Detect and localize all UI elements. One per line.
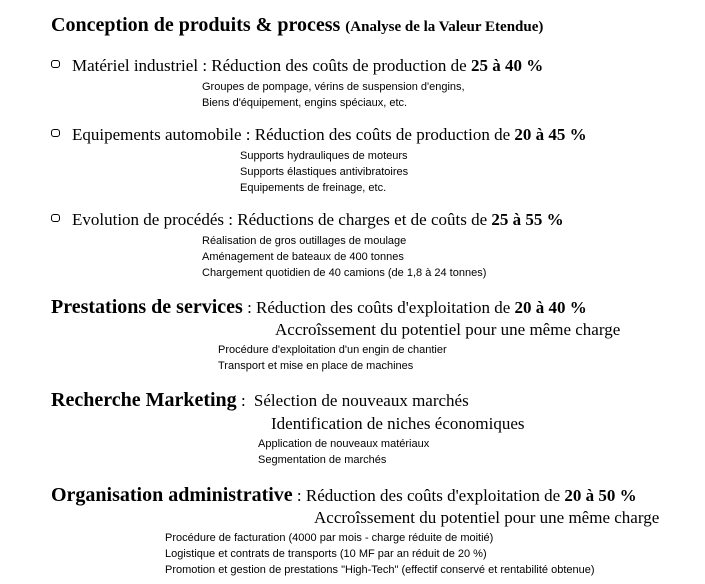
section-title: Recherche Marketing xyxy=(51,389,237,411)
bullet-icon xyxy=(51,214,60,222)
detail-line: Segmentation de marchés xyxy=(258,454,387,466)
detail-line: Promotion et gestion de prestations "High-Tech" (effectif conservé et rentabilité obtenue) xyxy=(165,564,595,576)
section-text-2: Identification de niches économiques xyxy=(271,414,525,433)
detail-line: Réalisation de gros outillages de moulage xyxy=(202,235,407,247)
item-process-evolution xyxy=(51,210,564,230)
section-range: 20 à 40 % xyxy=(514,298,587,317)
section-details xyxy=(258,436,429,468)
item-text: Réduction des coûts de production de xyxy=(254,125,515,144)
item-details xyxy=(202,233,486,281)
detail-line: Supports élastiques antivibratoires xyxy=(240,166,409,178)
item-range: 25 à 40 % xyxy=(470,56,544,75)
detail-line: Procédure de facturation (4000 par mois - charge réduite de moitié) xyxy=(165,532,494,544)
item-details xyxy=(240,148,408,196)
separator: : xyxy=(241,125,255,144)
item-name: Equipements automobile xyxy=(72,125,242,144)
section-title: Organisation administrative xyxy=(51,484,293,506)
detail-line: Transport et mise en place de machines xyxy=(218,360,414,372)
detail-line: Groupes de pompage, vérins de suspension d'engins, xyxy=(202,81,465,93)
section-range: 20 à 50 % xyxy=(564,486,637,505)
bullet-icon xyxy=(51,129,60,137)
item-text: Réductions de charges et de coûts de xyxy=(237,210,492,229)
detail-line: Equipements de freinage, etc. xyxy=(240,182,387,194)
section-text-2: Accroîssement du potentiel pour une même charge xyxy=(275,320,621,339)
page-title xyxy=(51,14,543,37)
detail-line: Biens d'équipement, engins spéciaux, etc. xyxy=(202,97,408,109)
section-title: Prestations de services xyxy=(51,296,243,318)
title-subtitle: (Analyse de la Valeur Etendue) xyxy=(345,19,544,35)
section-marketing xyxy=(51,389,469,412)
item-automotive-equipment xyxy=(51,125,587,145)
item-industrial-equipment xyxy=(51,56,543,76)
separator: : xyxy=(198,56,212,75)
detail-line: Chargement quotidien de 40 camions (de 1,8 à 24 tonnes) xyxy=(202,267,487,279)
section-details xyxy=(165,530,595,578)
section-text: Sélection de nouveaux marchés xyxy=(253,391,469,410)
section-details xyxy=(218,342,447,374)
detail-line: Aménagement de bateaux de 400 tonnes xyxy=(202,251,404,263)
detail-line: Procédure d'exploitation d'un engin de chantier xyxy=(218,344,447,356)
section-text-2: Accroîssement du potentiel pour une même charge xyxy=(314,508,660,527)
section-admin xyxy=(51,484,637,507)
section-services xyxy=(51,296,587,319)
item-details xyxy=(202,79,465,111)
item-name: Matériel industriel xyxy=(72,56,199,75)
section-text: Réduction des coûts d'exploitation de xyxy=(305,486,565,505)
section-text: Réduction des coûts d'exploitation de xyxy=(256,298,515,317)
item-name: Evolution de procédés xyxy=(72,210,225,229)
separator: : xyxy=(236,391,250,410)
item-range: 20 à 45 % xyxy=(514,125,587,144)
bullet-icon xyxy=(51,60,60,68)
separator: : xyxy=(292,486,306,505)
separator: : xyxy=(224,210,238,229)
item-range: 25 à 55 % xyxy=(491,210,564,229)
item-text: Réduction des coûts de production de xyxy=(211,56,471,75)
detail-line: Application de nouveaux matériaux xyxy=(258,438,430,450)
separator: : xyxy=(242,298,257,317)
detail-line: Logistique et contrats de transports (10 MF par an réduit de 20 %) xyxy=(165,548,487,560)
detail-line: Supports hydrauliques de moteurs xyxy=(240,150,408,162)
title-main: Conception de produits & process xyxy=(51,14,341,36)
